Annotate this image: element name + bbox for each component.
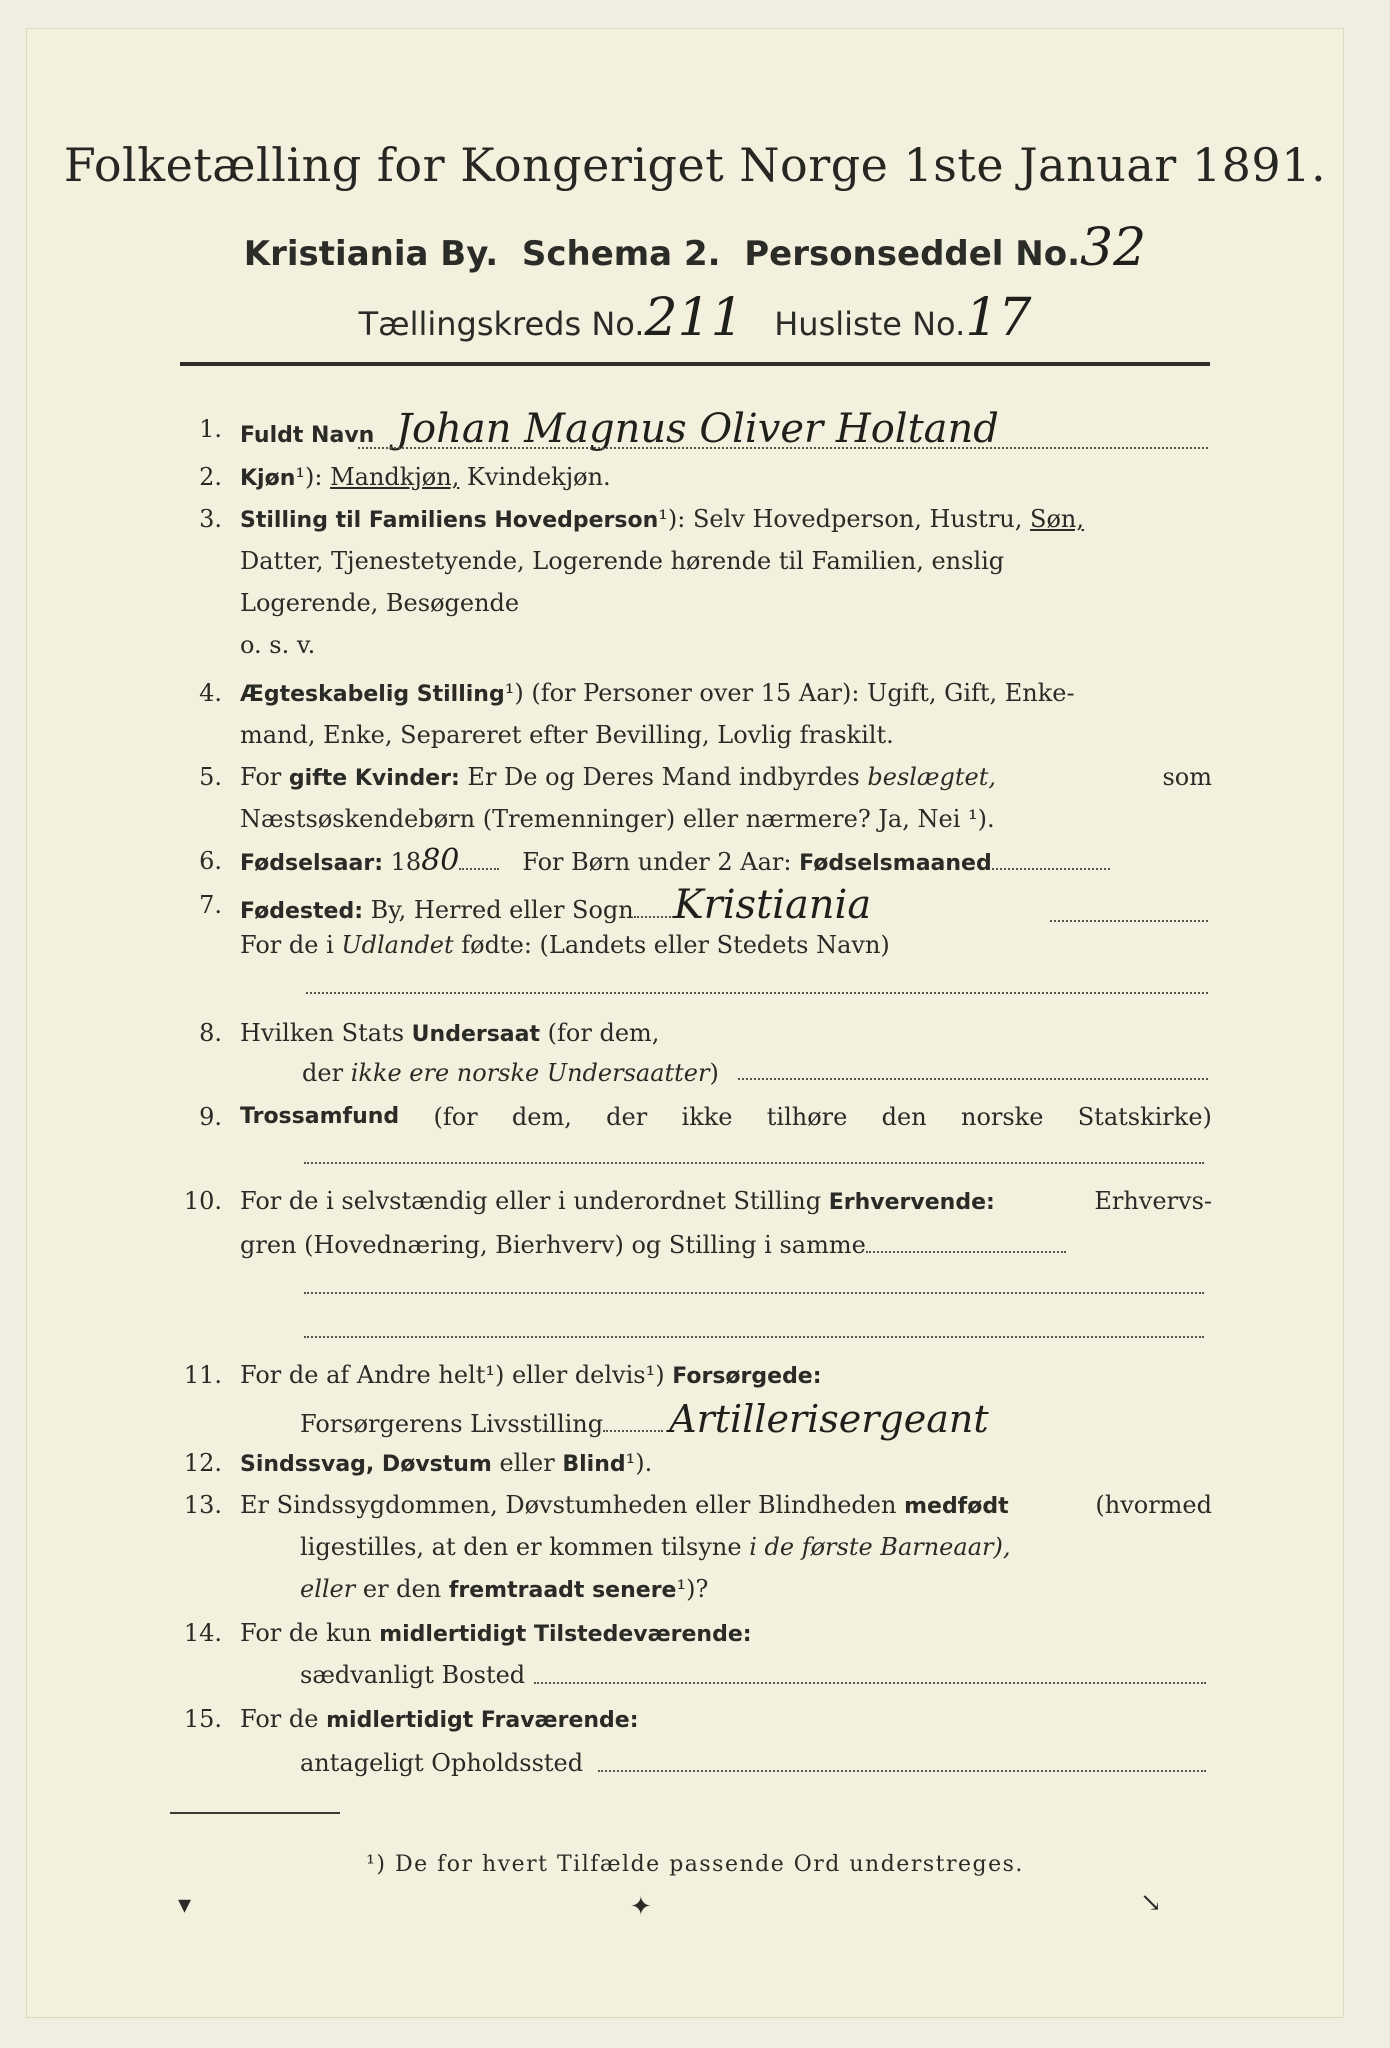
congenital-or: eller xyxy=(300,1575,356,1603)
husliste-number: 17 xyxy=(965,288,1032,348)
dotted-line xyxy=(992,846,1110,870)
personseddel-label: Personseddel No. xyxy=(744,234,1081,274)
supported-question: For de af Andre helt¹) eller delvis¹) xyxy=(240,1361,665,1389)
document-title: Folketælling for Kongeriget Norge 1ste Januar 1891. xyxy=(63,138,1327,192)
full-name-label: Fuldt Navn xyxy=(240,423,375,448)
citizenship-foreign: ikke ere norske Undersaatter xyxy=(350,1059,710,1087)
congenital-question-2: ligestilles, at den er kommen tilsyne xyxy=(300,1533,742,1561)
foreign-born-abroad: Udlandet xyxy=(341,931,454,959)
family-position-options: ¹): Selv Hovedperson, Hustru, xyxy=(658,505,1023,533)
marital-status-label: Ægteskabelig Stilling xyxy=(240,682,505,707)
religion-label: Trossamfund xyxy=(240,1104,400,1129)
family-position-options-2: Datter, Tjenestetyende, Logerende hørende til Familien, enslig xyxy=(240,547,1005,575)
marital-status-options-2: mand, Enke, Separeret efter Bevilling, Lovlig fraskilt. xyxy=(240,721,894,749)
field-number: 6. xyxy=(199,847,222,875)
supporter-occupation-value: Artillerisergeant xyxy=(669,1397,989,1441)
birth-month-question: For Børn under 2 Aar: xyxy=(522,848,792,876)
family-position-label: Stilling til Familiens Hovedperson xyxy=(240,508,659,533)
citizenship-question: (for dem, xyxy=(547,1019,660,1047)
religion-word: der xyxy=(606,1103,648,1131)
schema-line xyxy=(0,218,1390,278)
married-women-question: Er De og Deres Mand indbyrdes xyxy=(467,763,860,791)
foreign-born-prefix: For de i xyxy=(240,931,334,959)
married-women-question-2: Næstsøskendebørn (Tremenninger) eller nærmere? Ja, Nei ¹). xyxy=(240,805,995,833)
probable-residence-line xyxy=(598,1770,1206,1772)
temp-absent-label: midlertidigt Fraværende: xyxy=(326,1708,639,1733)
citizenship-prefix-2: der xyxy=(302,1059,344,1087)
field-number: 8. xyxy=(199,1019,222,1047)
field-number: 12. xyxy=(183,1449,222,1477)
probable-residence-label: antageligt Opholdssted xyxy=(300,1749,584,1777)
married-women-related: beslægtet, xyxy=(867,763,996,791)
binding-mark-icon: ✦ xyxy=(630,1892,652,1922)
family-position-options-4: o. s. v. xyxy=(240,631,316,659)
married-women-end: som xyxy=(1162,763,1212,791)
religion-word: Statskirke) xyxy=(1077,1103,1212,1131)
supporter-occupation-label: Forsørgerens Livsstilling xyxy=(300,1410,604,1438)
dotted-line xyxy=(459,846,499,870)
sex-option-male: Mandkjøn, xyxy=(330,463,460,491)
occupation-end: Erhvervs- xyxy=(1094,1187,1212,1215)
birth-year-prefix: 18 xyxy=(390,848,422,876)
disability-blind-label: Blind xyxy=(562,1452,626,1477)
sex-label: Kjøn xyxy=(240,466,296,491)
citizenship-prefix: Hvilken Stats xyxy=(240,1019,405,1047)
birthplace-question: By, Herred eller Sogn xyxy=(370,896,634,924)
field-number: 10. xyxy=(183,1187,222,1215)
birth-year-value: 80 xyxy=(421,843,460,878)
usual-residence-line xyxy=(534,1682,1206,1684)
field-number: 15. xyxy=(183,1705,222,1733)
dotted-line xyxy=(866,1229,1066,1253)
kreds-label: Tællingskreds No. xyxy=(358,305,645,343)
footnote-ref: ¹). xyxy=(625,1449,653,1477)
temp-present-prefix: For de kun xyxy=(240,1619,372,1647)
binding-mark-icon: ▾ xyxy=(178,1890,192,1920)
field-number: 4. xyxy=(199,679,222,707)
usual-residence-label: sædvanligt Bosted xyxy=(300,1661,526,1689)
religion-word: den xyxy=(881,1103,927,1131)
city-label: Kristiania By. xyxy=(243,234,499,274)
foreign-birthplace-line xyxy=(306,992,1208,994)
field-number: 7. xyxy=(199,891,222,919)
foreign-born-question: fødte: (Landets eller Stedets Navn) xyxy=(461,931,890,959)
religion-word: dem, xyxy=(511,1103,572,1131)
congenital-label: medfødt xyxy=(904,1494,1009,1519)
religion-line xyxy=(304,1162,1204,1164)
kreds-number: 211 xyxy=(644,288,744,348)
congenital-end: (hvormed xyxy=(1095,1491,1212,1519)
footnote: ¹) De for hvert Tilfælde passende Ord understreges. xyxy=(366,1852,1024,1877)
citizenship-label: Undersaat xyxy=(411,1022,541,1047)
footnote-divider xyxy=(170,1812,340,1814)
birthplace-label: Fødested: xyxy=(240,899,363,924)
religion-word: tilhøre xyxy=(766,1103,848,1131)
temp-present-label: midlertidigt Tilstedeværende: xyxy=(379,1622,752,1647)
occupation-question: For de i selvstændig eller i underordnet Stilling xyxy=(240,1187,822,1215)
field-number: 9. xyxy=(199,1103,222,1131)
field-number: 5. xyxy=(199,763,222,791)
congenital-question-3: er den xyxy=(362,1575,442,1603)
supported-label: Forsørgede: xyxy=(672,1364,822,1389)
occupation-question-2: gren (Hovednæring, Bierhverv) og Stilling i samme xyxy=(240,1231,866,1259)
family-position-selected: Søn, xyxy=(1030,505,1085,533)
religion-word: norske xyxy=(960,1103,1044,1131)
full-name-line xyxy=(358,447,1208,449)
religion-word: ikke xyxy=(681,1103,733,1131)
field-number: 3. xyxy=(199,505,222,533)
field-number: 2. xyxy=(199,463,222,491)
marital-status-options: ¹) (for Personer over 15 Aar): Ugift, Gift, Enke- xyxy=(504,679,1075,707)
husliste-label: Husliste No. xyxy=(774,305,966,343)
birthplace-line xyxy=(1050,920,1208,922)
temp-absent-prefix: For de xyxy=(240,1705,319,1733)
field-number: 13. xyxy=(183,1491,222,1519)
full-name-value: Johan Magnus Oliver Holtand xyxy=(395,406,999,452)
occupation-line-1 xyxy=(304,1292,1204,1294)
schema-label: Schema 2. xyxy=(521,234,721,274)
footnote-ref: ¹): xyxy=(295,463,323,491)
header-rule xyxy=(180,362,1210,366)
footnote-ref: ¹)? xyxy=(676,1575,709,1603)
occupation-line-2 xyxy=(304,1336,1204,1338)
disability-or: eller xyxy=(499,1449,555,1477)
field-number: 14. xyxy=(183,1619,222,1647)
disability-label: Sindssvag, Døvstum xyxy=(240,1452,492,1477)
married-women-label: gifte Kvinder: xyxy=(288,766,460,791)
religion-word: (for xyxy=(433,1103,478,1131)
birthplace-value: Kristiania xyxy=(673,882,872,928)
sex-option-female: Kvindekjøn. xyxy=(466,463,611,491)
kreds-line xyxy=(0,288,1390,348)
birth-year-label: Fødselsaar: xyxy=(240,851,383,876)
personseddel-number: 32 xyxy=(1080,218,1147,278)
binding-mark-icon: ↘ xyxy=(1140,1888,1162,1918)
field-number: 1. xyxy=(199,415,222,443)
dotted-line xyxy=(603,1408,663,1432)
field-number: 11. xyxy=(183,1361,222,1389)
congenital-later-label: fremtraadt senere xyxy=(448,1578,677,1603)
occupation-label: Erhvervende: xyxy=(828,1190,995,1215)
dotted-line xyxy=(634,894,674,918)
family-position-options-3: Logerende, Besøgende xyxy=(240,589,520,617)
birth-month-label: Fødselsmaaned xyxy=(799,851,992,876)
citizenship-line xyxy=(738,1078,1208,1080)
married-women-prefix: For xyxy=(240,763,282,791)
congenital-question: Er Sindssygdommen, Døvstumheden eller Blindheden xyxy=(240,1491,897,1519)
congenital-childhood: i de første Barneaar), xyxy=(749,1533,1011,1561)
